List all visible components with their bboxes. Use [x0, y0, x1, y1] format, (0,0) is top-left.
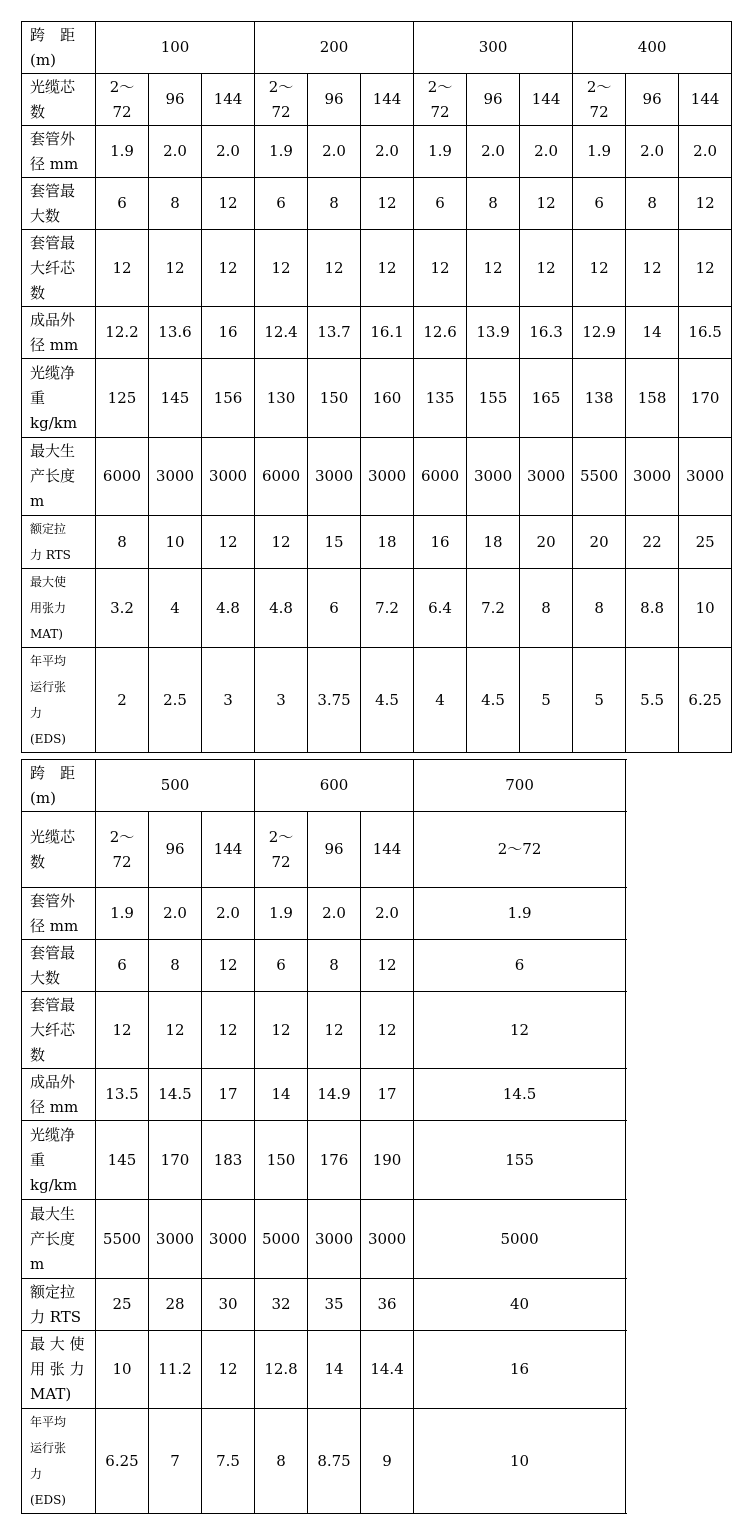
value-cell: 2～ 72	[573, 74, 626, 126]
table-row	[22, 307, 732, 359]
table-row	[22, 1279, 626, 1331]
table-row	[22, 359, 732, 438]
value-cell: 8.75	[308, 1409, 361, 1514]
value-cell: 6000	[96, 438, 149, 516]
table-row	[22, 648, 732, 753]
value-cell: 2.0	[149, 888, 202, 940]
value-cell: 190	[361, 1121, 414, 1200]
value-cell: 2	[96, 648, 149, 753]
table-row	[22, 1069, 626, 1121]
value-cell: 3000	[202, 1200, 255, 1279]
value-cell: 170	[149, 1121, 202, 1200]
value-cell: 6	[96, 940, 149, 992]
value-cell: 150	[255, 1121, 308, 1200]
value-cell: 16	[414, 1331, 626, 1409]
value-cell: 12	[202, 1331, 255, 1409]
spec-table-body	[22, 22, 732, 753]
row-label: 年平均 运行张 力 (EDS)	[22, 1409, 96, 1514]
value-cell: 12	[202, 516, 255, 569]
value-cell: 5500	[96, 1200, 149, 1279]
value-cell: 14.5	[149, 1069, 202, 1121]
value-cell: 6	[308, 569, 361, 648]
value-cell: 3000	[520, 438, 573, 516]
value-cell: 12	[520, 178, 573, 230]
table-row	[22, 812, 626, 888]
value-cell: 2～ 72	[255, 74, 308, 126]
spec-table-spans-100-400	[21, 21, 732, 753]
header-row	[22, 22, 732, 74]
value-cell: 2.0	[202, 126, 255, 178]
value-cell: 32	[255, 1279, 308, 1331]
value-cell: 145	[96, 1121, 149, 1200]
value-cell: 12	[96, 230, 149, 307]
value-cell: 6.4	[414, 569, 467, 648]
value-cell: 2.0	[308, 888, 361, 940]
value-cell: 2～ 72	[96, 74, 149, 126]
value-cell: 12.4	[255, 307, 308, 359]
span-header: 200	[255, 22, 414, 74]
value-cell: 8	[149, 940, 202, 992]
value-cell: 13.5	[96, 1069, 149, 1121]
value-cell: 3000	[308, 438, 361, 516]
table-row	[22, 992, 626, 1069]
table-row	[22, 516, 732, 569]
value-cell: 16	[202, 307, 255, 359]
row-label: 最大生 产长度 m	[22, 1200, 96, 1279]
value-cell: 12	[202, 940, 255, 992]
value-cell: 144	[679, 74, 732, 126]
value-cell: 12	[361, 940, 414, 992]
row-label: 年平均 运行张 力 (EDS)	[22, 648, 96, 753]
value-cell: 155	[467, 359, 520, 438]
value-cell: 12	[361, 230, 414, 307]
value-cell: 11.2	[149, 1331, 202, 1409]
value-cell: 3000	[149, 438, 202, 516]
value-cell: 170	[679, 359, 732, 438]
value-cell: 12	[202, 178, 255, 230]
value-cell: 18	[467, 516, 520, 569]
value-cell: 12	[308, 230, 361, 307]
value-cell: 3.75	[308, 648, 361, 753]
value-cell: 5000	[414, 1200, 626, 1279]
value-cell: 8	[626, 178, 679, 230]
value-cell: 12	[679, 178, 732, 230]
row-label: 套管外 径 mm	[22, 126, 96, 178]
value-cell: 2.0	[520, 126, 573, 178]
value-cell: 7.5	[202, 1409, 255, 1514]
value-cell: 1.9	[96, 888, 149, 940]
row-label: 额定拉 力 RTS	[22, 516, 96, 569]
value-cell: 3000	[308, 1200, 361, 1279]
value-cell: 4	[414, 648, 467, 753]
value-cell: 8	[96, 516, 149, 569]
value-cell: 183	[202, 1121, 255, 1200]
value-cell: 8.8	[626, 569, 679, 648]
value-cell: 130	[255, 359, 308, 438]
value-cell: 10	[679, 569, 732, 648]
row-label: 最大使 用张力 MAT)	[22, 569, 96, 648]
value-cell: 12	[414, 230, 467, 307]
value-cell: 12	[255, 516, 308, 569]
value-cell: 2～ 72	[414, 74, 467, 126]
value-cell: 2.0	[467, 126, 520, 178]
value-cell: 8	[255, 1409, 308, 1514]
row-label: 套管外 径 mm	[22, 888, 96, 940]
row-label: 套管最 大数	[22, 178, 96, 230]
row-label: 额定拉 力 RTS	[22, 1279, 96, 1331]
row-label: 最大生 产长度 m	[22, 438, 96, 516]
table-row	[22, 1200, 626, 1279]
table-row	[22, 1409, 626, 1514]
value-cell: 10	[414, 1409, 626, 1514]
value-cell: 2.0	[361, 126, 414, 178]
value-cell: 6000	[255, 438, 308, 516]
table-row	[22, 438, 732, 516]
value-cell: 150	[308, 359, 361, 438]
value-cell: 12	[573, 230, 626, 307]
value-cell: 145	[149, 359, 202, 438]
value-cell: 3	[255, 648, 308, 753]
value-cell: 135	[414, 359, 467, 438]
value-cell: 3000	[149, 1200, 202, 1279]
span-header: 400	[573, 22, 732, 74]
value-cell: 12	[255, 992, 308, 1069]
row-label: 成品外 径 mm	[22, 307, 96, 359]
value-cell: 8	[149, 178, 202, 230]
value-cell: 1.9	[414, 126, 467, 178]
table-row	[22, 178, 732, 230]
value-cell: 18	[361, 516, 414, 569]
value-cell: 12.2	[96, 307, 149, 359]
value-cell: 96	[149, 74, 202, 126]
value-cell: 14	[308, 1331, 361, 1409]
value-cell: 16	[414, 516, 467, 569]
value-cell: 22	[626, 516, 679, 569]
value-cell: 165	[520, 359, 573, 438]
value-cell: 6.25	[679, 648, 732, 753]
table-row	[22, 888, 626, 940]
span-header: 500	[96, 760, 255, 812]
value-cell: 144	[520, 74, 573, 126]
row-label: 跨 距 (m)	[22, 760, 96, 812]
value-cell: 5000	[255, 1200, 308, 1279]
value-cell: 40	[414, 1279, 626, 1331]
value-cell: 6	[414, 940, 626, 992]
value-cell: 12	[149, 992, 202, 1069]
value-cell: 8	[308, 940, 361, 992]
value-cell: 12	[308, 992, 361, 1069]
value-cell: 160	[361, 359, 414, 438]
value-cell: 4.8	[202, 569, 255, 648]
table-row	[22, 230, 732, 307]
value-cell: 12	[467, 230, 520, 307]
value-cell: 2.0	[308, 126, 361, 178]
row-label: 光缆芯 数	[22, 812, 96, 888]
value-cell: 5	[520, 648, 573, 753]
value-cell: 9	[361, 1409, 414, 1514]
value-cell: 4.8	[255, 569, 308, 648]
row-label: 光缆净 重 kg/km	[22, 1121, 96, 1200]
value-cell: 6	[255, 178, 308, 230]
value-cell: 96	[308, 74, 361, 126]
value-cell: 1.9	[96, 126, 149, 178]
value-cell: 96	[308, 812, 361, 888]
value-cell: 6	[96, 178, 149, 230]
row-label: 套管最 大数	[22, 940, 96, 992]
span-header: 600	[255, 760, 414, 812]
value-cell: 10	[149, 516, 202, 569]
spec-table-spans-500-800	[21, 759, 626, 1514]
value-cell: 4	[149, 569, 202, 648]
value-cell: 13.6	[149, 307, 202, 359]
value-cell: 156	[202, 359, 255, 438]
value-cell: 2～ 72	[255, 812, 308, 888]
row-label: 光缆净 重 kg/km	[22, 359, 96, 438]
value-cell: 12	[202, 230, 255, 307]
value-cell: 8	[308, 178, 361, 230]
value-cell: 36	[361, 1279, 414, 1331]
value-cell: 144	[202, 74, 255, 126]
value-cell: 96	[626, 74, 679, 126]
value-cell: 3000	[467, 438, 520, 516]
value-cell: 14.4	[361, 1331, 414, 1409]
value-cell: 28	[149, 1279, 202, 1331]
row-label: 最 大 使 用 张 力 MAT)	[22, 1331, 96, 1409]
value-cell: 2～ 72	[96, 812, 149, 888]
value-cell: 4.5	[361, 648, 414, 753]
row-label: 套管最 大纤芯 数	[22, 992, 96, 1069]
value-cell: 1.9	[255, 126, 308, 178]
value-cell: 5.5	[626, 648, 679, 753]
span-header: 100	[96, 22, 255, 74]
value-cell: 16.5	[679, 307, 732, 359]
value-cell: 2.0	[679, 126, 732, 178]
value-cell: 25	[96, 1279, 149, 1331]
value-cell: 30	[202, 1279, 255, 1331]
value-cell: 25	[679, 516, 732, 569]
value-cell: 6000	[414, 438, 467, 516]
value-cell: 2.0	[626, 126, 679, 178]
value-cell: 12	[414, 992, 626, 1069]
value-cell: 16.3	[520, 307, 573, 359]
table-row	[22, 74, 732, 126]
value-cell: 17	[361, 1069, 414, 1121]
value-cell: 15	[308, 516, 361, 569]
value-cell: 20	[573, 516, 626, 569]
value-cell: 144	[361, 812, 414, 888]
value-cell: 4.5	[467, 648, 520, 753]
value-cell: 7	[149, 1409, 202, 1514]
value-cell: 3.2	[96, 569, 149, 648]
value-cell: 3000	[202, 438, 255, 516]
value-cell: 1.9	[414, 888, 626, 940]
value-cell: 8	[467, 178, 520, 230]
value-cell: 14	[626, 307, 679, 359]
value-cell: 96	[467, 74, 520, 126]
value-cell: 3000	[626, 438, 679, 516]
table-row	[22, 569, 732, 648]
value-cell: 6	[573, 178, 626, 230]
value-cell: 138	[573, 359, 626, 438]
value-cell: 17	[202, 1069, 255, 1121]
value-cell: 144	[202, 812, 255, 888]
value-cell: 2.0	[361, 888, 414, 940]
value-cell: 3	[202, 648, 255, 753]
value-cell: 125	[96, 359, 149, 438]
value-cell: 8	[573, 569, 626, 648]
value-cell: 12	[520, 230, 573, 307]
value-cell: 6.25	[96, 1409, 149, 1514]
value-cell: 12	[96, 992, 149, 1069]
value-cell: 3000	[361, 1200, 414, 1279]
value-cell: 6	[255, 940, 308, 992]
value-cell: 10	[96, 1331, 149, 1409]
value-cell: 12	[626, 230, 679, 307]
value-cell: 12.9	[573, 307, 626, 359]
value-cell: 176	[308, 1121, 361, 1200]
value-cell: 7.2	[361, 569, 414, 648]
table-row	[22, 126, 732, 178]
value-cell: 2.0	[202, 888, 255, 940]
row-label: 成品外 径 mm	[22, 1069, 96, 1121]
value-cell: 2.5	[149, 648, 202, 753]
value-cell: 1.9	[573, 126, 626, 178]
value-cell: 2～72	[414, 812, 626, 888]
value-cell: 1.9	[255, 888, 308, 940]
value-cell: 14.5	[414, 1069, 626, 1121]
row-label: 套管最 大纤芯 数	[22, 230, 96, 307]
value-cell: 12	[679, 230, 732, 307]
span-header: 300	[414, 22, 573, 74]
spec-table-body	[22, 760, 626, 1514]
value-cell: 96	[149, 812, 202, 888]
value-cell: 6	[414, 178, 467, 230]
value-cell: 20	[520, 516, 573, 569]
value-cell: 12	[361, 178, 414, 230]
value-cell: 12	[255, 230, 308, 307]
value-cell: 13.9	[467, 307, 520, 359]
value-cell: 12	[361, 992, 414, 1069]
value-cell: 13.7	[308, 307, 361, 359]
value-cell: 3000	[679, 438, 732, 516]
value-cell: 158	[626, 359, 679, 438]
value-cell: 155	[414, 1121, 626, 1200]
value-cell: 2.0	[149, 126, 202, 178]
value-cell: 12.8	[255, 1331, 308, 1409]
value-cell: 12	[202, 992, 255, 1069]
value-cell: 12.6	[414, 307, 467, 359]
table-row	[22, 940, 626, 992]
table-row	[22, 1121, 626, 1200]
value-cell: 8	[520, 569, 573, 648]
value-cell: 12	[149, 230, 202, 307]
row-label: 光缆芯 数	[22, 74, 96, 126]
span-header: 700	[414, 760, 626, 812]
header-row	[22, 760, 626, 812]
value-cell: 7.2	[467, 569, 520, 648]
value-cell: 5500	[573, 438, 626, 516]
value-cell: 5	[573, 648, 626, 753]
value-cell: 16.1	[361, 307, 414, 359]
value-cell: 14.9	[308, 1069, 361, 1121]
row-label: 跨 距 (m)	[22, 22, 96, 74]
value-cell: 35	[308, 1279, 361, 1331]
table-row	[22, 1331, 626, 1409]
value-cell: 3000	[361, 438, 414, 516]
value-cell: 144	[361, 74, 414, 126]
value-cell: 14	[255, 1069, 308, 1121]
